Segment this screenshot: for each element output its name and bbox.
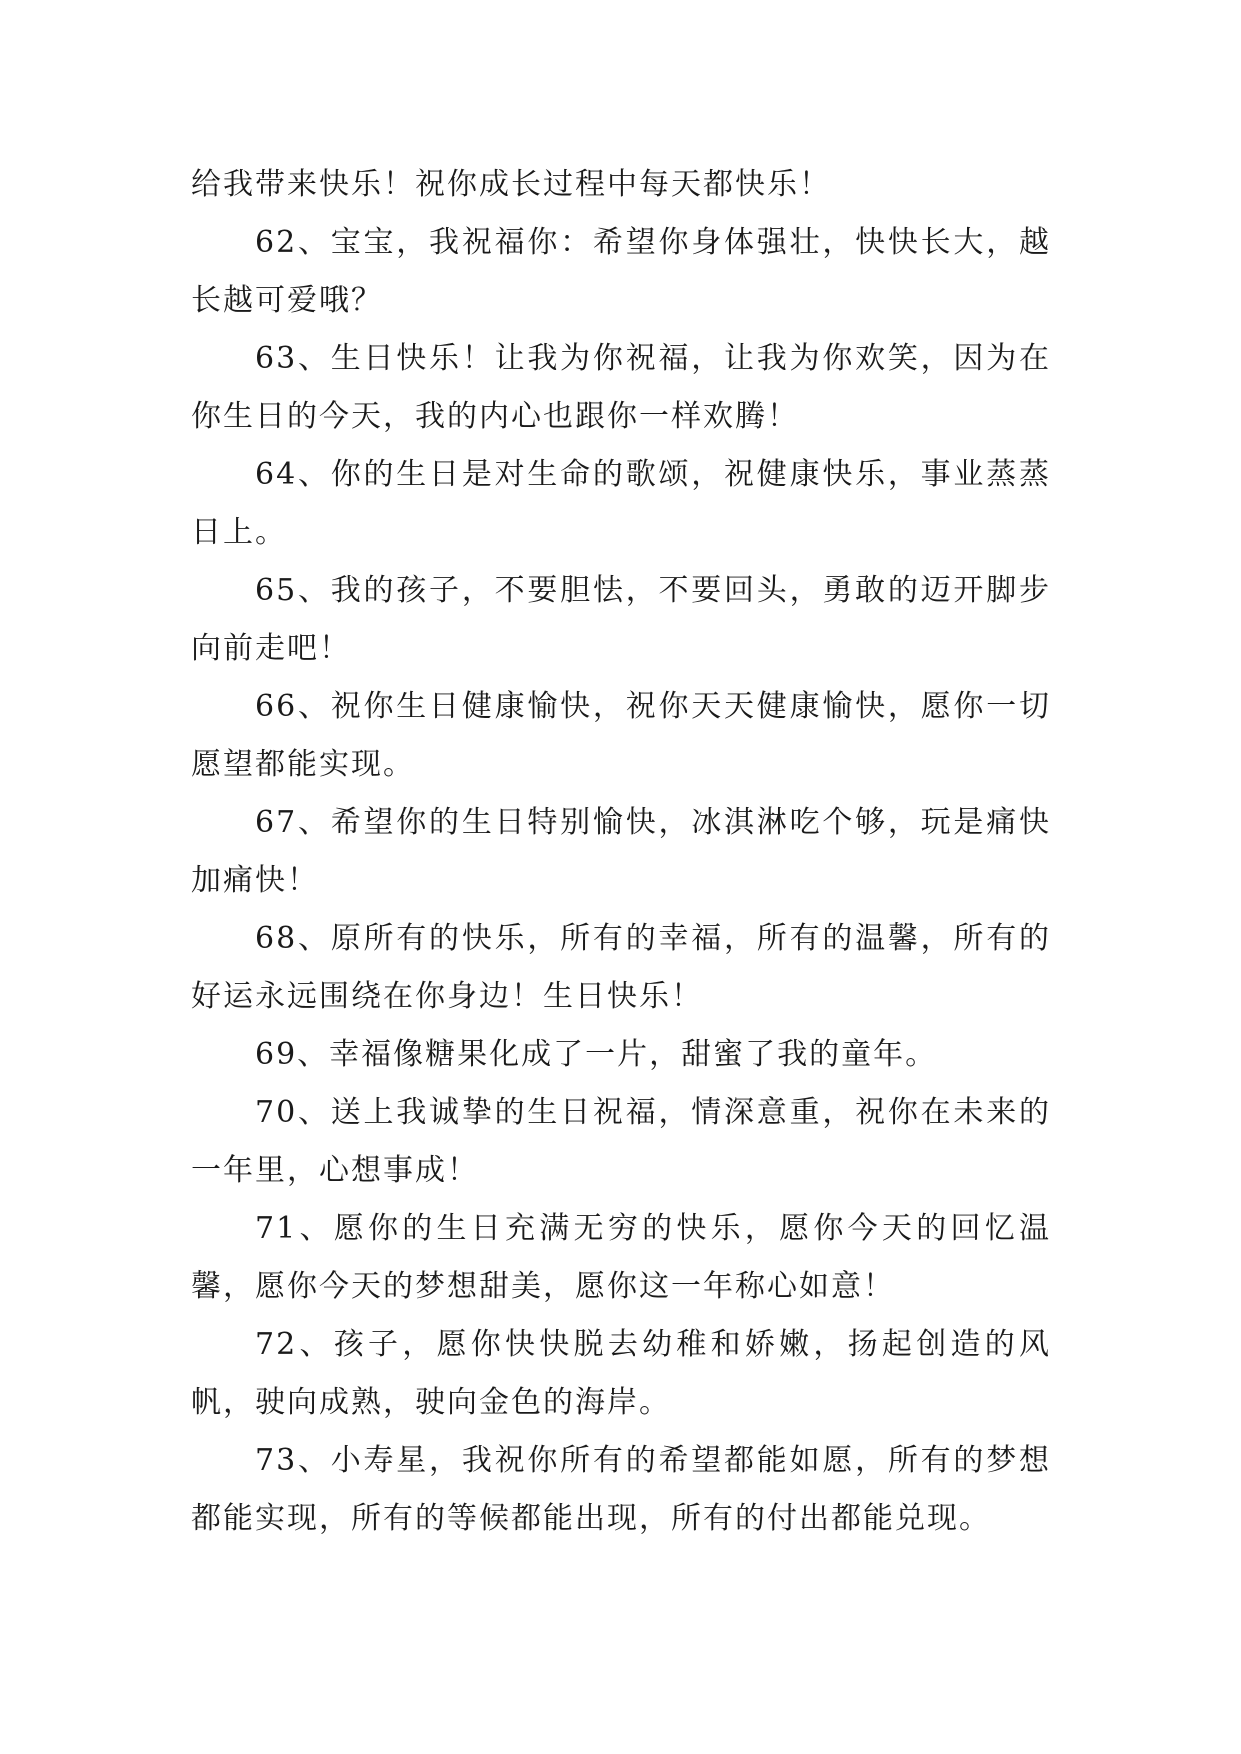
- paragraph-69: 69、幸福像糖果化成了一片，甜蜜了我的童年。: [255, 1037, 938, 1072]
- paragraph-64: 64、你的生日是对生命的歌颂，祝健康快乐，事业蒸蒸日上。: [191, 457, 1051, 550]
- paragraph-continuation: 给我带来快乐！祝你成长过程中每天都快乐！: [191, 167, 831, 202]
- paragraph-62: 62、宝宝，我祝福你：希望你身体强壮，快快长大，越长越可爱哦？: [191, 225, 1051, 318]
- paragraph-67: 67、希望你的生日特别愉快，冰淇淋吃个够，玩是痛快加痛快！: [191, 805, 1051, 898]
- paragraph-65: 65、我的孩子，不要胆怯，不要回头，勇敢的迈开脚步向前走吧！: [191, 573, 1051, 666]
- paragraph-63: 63、生日快乐！让我为你祝福，让我为你欢笑，因为在你生日的今天，我的内心也跟你一样欢腾！: [191, 341, 1051, 434]
- paragraph-72: 72、孩子，愿你快快脱去幼稚和娇嫩，扬起创造的风帆，驶向成熟，驶向金色的海岸。: [191, 1327, 1051, 1420]
- paragraph-73: 73、小寿星，我祝你所有的希望都能如愿，所有的梦想都能实现，所有的等候都能出现，所有的付出都能兑现。: [191, 1443, 1051, 1536]
- paragraph-70: 70、送上我诚挚的生日祝福，情深意重，祝你在未来的一年里，心想事成！: [191, 1095, 1051, 1188]
- paragraph-71: 71、愿你的生日充满无穷的快乐，愿你今天的回忆温馨，愿你今天的梦想甜美，愿你这一年称心如意！: [191, 1211, 1051, 1304]
- paragraph-68: 68、原所有的快乐，所有的幸福，所有的温馨，所有的好运永远围绕在你身边！生日快乐！: [191, 921, 1051, 1014]
- paragraph-66: 66、祝你生日健康愉快，祝你天天健康愉快，愿你一切愿望都能实现。: [191, 689, 1051, 782]
- document-body: [191, 156, 1051, 1548]
